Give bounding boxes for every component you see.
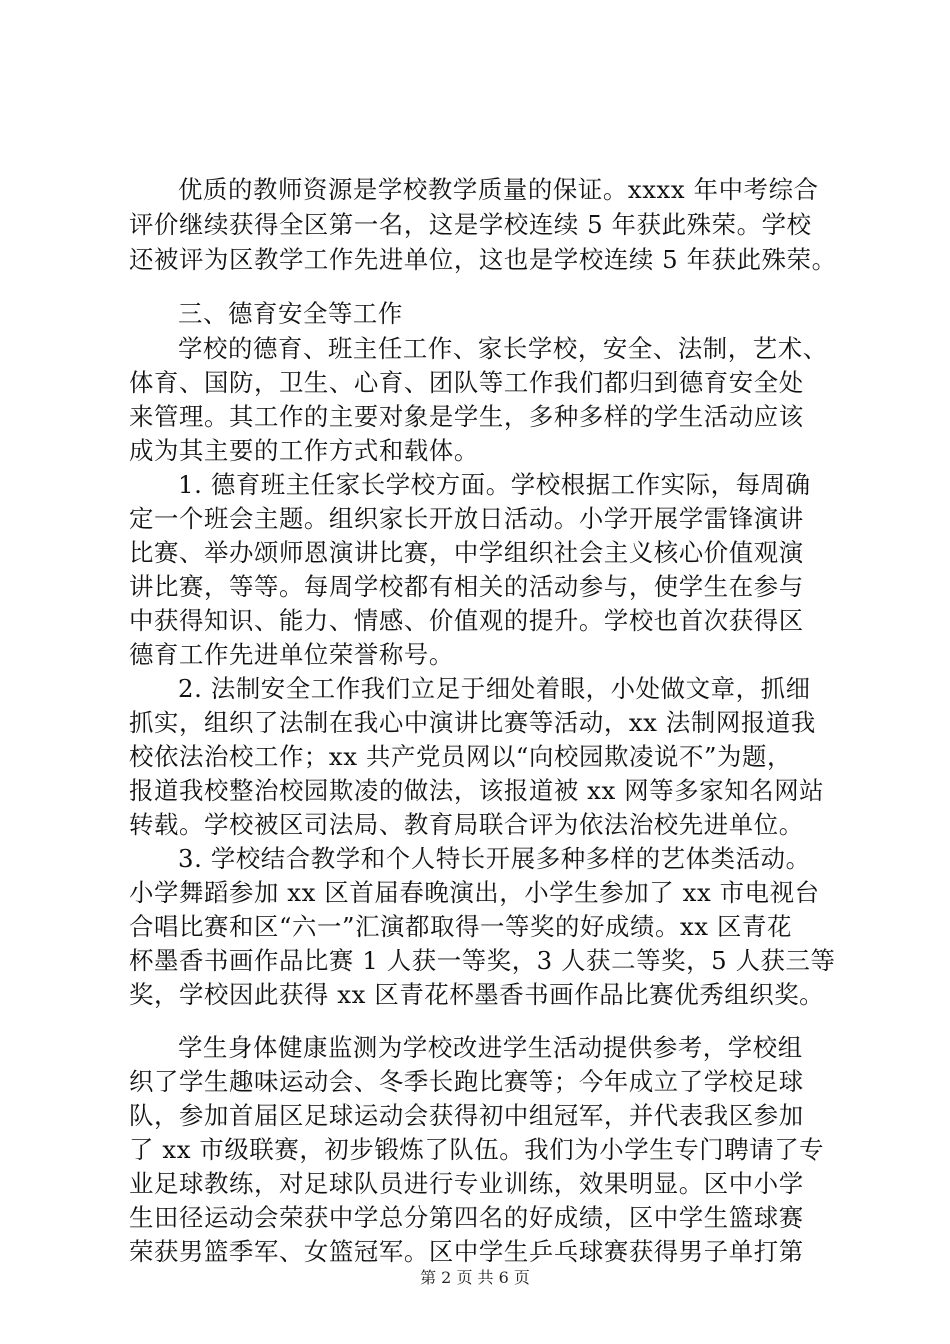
paragraph-line: 学生身体健康监测为学校改进学生活动提供参考，学校组 — [178, 1033, 803, 1062]
section-heading: 三、德育安全等工作 — [178, 299, 403, 328]
paragraph-line: 了 xx 市级联赛，初步锻炼了队伍。我们为小学生专门聘请了专 — [129, 1135, 825, 1164]
paragraph-line: 来管理。其工作的主要对象是学生，多种多样的学生活动应该 — [129, 402, 804, 431]
paragraph-line: 校依法治校工作；xx 共产党员网以“向校园欺凌说不”为题， — [129, 742, 792, 771]
paragraph-line: 定一个班会主题。组织家长开放日活动。小学开展学雷锋演讲 — [129, 504, 804, 533]
paragraph-line: 织了学生趣味运动会、冬季长跑比赛等；今年成立了学校足球 — [129, 1067, 804, 1096]
paragraph-line: 还被评为区教学工作先进单位，这也是学校连续 5 年获此殊荣。 — [129, 245, 837, 274]
paragraph-line: 成为其主要的工作方式和载体。 — [129, 436, 479, 465]
paragraph-line: 比赛、举办颂师恩演讲比赛，中学组织社会主义核心价值观演 — [129, 538, 804, 567]
paragraph-line: 队，参加首届区足球运动会获得初中组冠军，并代表我区参加 — [129, 1101, 804, 1130]
paragraph-line: 评价继续获得全区第一名，这是学校连续 5 年获此殊荣。学校 — [129, 210, 812, 239]
paragraph-line: 讲比赛，等等。每周学校都有相关的活动参与，使学生在参与 — [129, 572, 804, 601]
paragraph-line: 2. 法制安全工作我们立足于细处着眼，小处做文章，抓细 — [178, 674, 811, 703]
paragraph-line: 荣获男篮季军、女篮冠军。区中学生乒乓球赛获得男子单打第 — [129, 1237, 804, 1266]
page-number-footer: 第 2 页 共 6 页 — [420, 1268, 530, 1287]
paragraph-line: 中获得知识、能力、情感、价值观的提升。学校也首次获得区 — [129, 606, 804, 635]
paragraph-line: 3. 学校结合教学和个人特长开展多种多样的艺体类活动。 — [178, 844, 811, 873]
paragraph-line: 学校的德育、班主任工作、家长学校，安全、法制，艺术、 — [178, 334, 828, 363]
paragraph-line: 小学舞蹈参加 xx 区首届春晚演出，小学生参加了 xx 市电视台 — [129, 878, 820, 907]
paragraph-line: 合唱比赛和区“六一”汇演都取得一等奖的好成绩。xx 区青花 — [129, 912, 792, 941]
paragraph-line: 报道我校整治校园欺凌的做法，该报道被 xx 网等多家知名网站 — [129, 776, 825, 805]
paragraph-line: 德育工作先进单位荣誉称号。 — [129, 640, 454, 669]
paragraph-line: 奖，学校因此获得 xx 区青花杯墨香书画作品比赛优秀组织奖。 — [129, 980, 825, 1009]
paragraph-line: 1. 德育班主任家长学校方面。学校根据工作实际，每周确 — [178, 470, 811, 499]
paragraph-line: 业足球教练，对足球队员进行专业训练，效果明显。区中小学 — [129, 1169, 804, 1198]
paragraph-line: 优质的教师资源是学校教学质量的保证。xxxx 年中考综合 — [178, 175, 819, 204]
paragraph-line: 抓实，组织了法制在我心中演讲比赛等活动，xx 法制网报道我 — [129, 708, 816, 737]
paragraph-line: 生田径运动会荣获中学总分第四名的好成绩，区中学生篮球赛 — [129, 1203, 804, 1232]
paragraph-line: 体育、国防，卫生、心育、团队等工作我们都归到德育安全处 — [129, 368, 804, 397]
paragraph-line: 杯墨香书画作品比赛 1 人获一等奖，3 人获二等奖，5 人获三等 — [129, 946, 836, 975]
paragraph-line: 转载。学校被区司法局、教育局联合评为依法治校先进单位。 — [129, 810, 804, 839]
